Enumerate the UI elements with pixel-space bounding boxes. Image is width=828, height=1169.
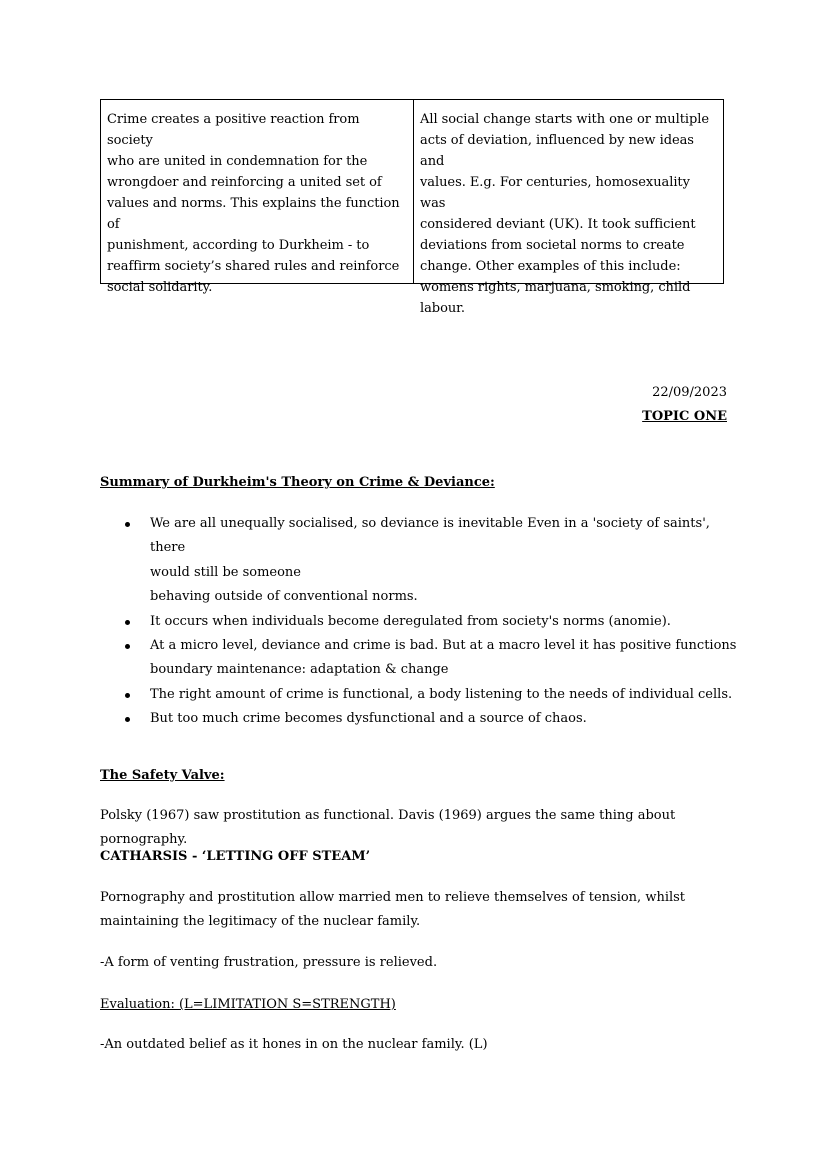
list-item (100, 610, 740, 634)
cell-line: acts of deviation, influenced by new ideas and (420, 133, 694, 169)
cell-line: labour. (420, 301, 465, 316)
list-item (100, 512, 740, 610)
pornography-paragraph (100, 886, 740, 934)
cell-line: change. Other examples of this include: (420, 259, 681, 274)
bullet-icon (125, 717, 130, 722)
safety-valve-heading: The Safety Valve: (100, 768, 225, 783)
bullet-line: would still be someone (150, 564, 301, 580)
cell-line: social solidarity. (107, 280, 213, 295)
bullet-line: The right amount of crime is functional, a body listening to the needs of individual cells. (150, 686, 733, 702)
cell-line: deviations from societal norms to create (420, 238, 685, 253)
cell-line: reaffirm society’s shared rules and reinforce (107, 259, 400, 274)
cell-line: All social change starts with one or multiple (420, 112, 710, 127)
table-cell-social-change (414, 100, 723, 316)
cell-line: values and norms. This explains the function of (107, 196, 400, 232)
bullet-line: We are all unequally socialised, so deviance is inevitable Even in a 'society of saints', there (150, 516, 710, 556)
comparison-table (100, 99, 724, 316)
cell-line: womens rights, marjuana, smoking, child (420, 280, 691, 295)
evaluation-heading: Evaluation: (L=LIMITATION S=STRENGTH) (100, 997, 396, 1012)
topic-heading: TOPIC ONE (642, 409, 727, 424)
list-item (100, 707, 740, 731)
bullet-icon (125, 620, 130, 625)
paragraph-line: maintaining the legitimacy of the nuclear family. (100, 914, 421, 929)
bullet-icon (125, 522, 130, 527)
venting-paragraph: -A form of venting frustration, pressure is relieved. (100, 955, 438, 970)
cell-line: who are united in condemnation for the (107, 154, 368, 169)
bullet-line: But too much crime becomes dysfunctional and a source of chaos. (150, 711, 587, 727)
cell-line: considered deviant (UK). It took sufficient (420, 217, 696, 232)
summary-heading: Summary of Durkheim's Theory on Crime & Deviance: (100, 475, 495, 490)
date-label: 22/09/2023 (652, 385, 727, 400)
catharsis-heading: CATHARSIS - ‘LETTING OFF STEAM’ (100, 849, 371, 864)
summary-bullet-list (100, 512, 740, 732)
list-item (100, 634, 740, 683)
bullet-line: boundary maintenance: adaptation & change (150, 662, 449, 678)
table-cell-positive-reaction (101, 100, 414, 295)
polsky-paragraph: Polsky (1967) saw prostitution as functional. Davis (1969) argues the same thing about pornography. (100, 808, 676, 847)
cell-line: wrongdoer and reinforcing a united set of (107, 175, 382, 190)
cell-line: Crime creates a positive reaction from society (107, 112, 360, 148)
bullet-line: It occurs when individuals become deregulated from society's norms (anomie). (150, 613, 671, 629)
bullet-line: At a micro level, deviance and crime is bad. But at a macro level it has positive functions (150, 638, 737, 654)
outdated-paragraph: -An outdated belief as it hones in on the nuclear family. (L) (100, 1037, 488, 1052)
list-item (100, 683, 740, 707)
cell-line: values. E.g. For centuries, homosexuality was (420, 175, 690, 211)
paragraph-line: Pornography and prostitution allow married men to relieve themselves of tension, whilst (100, 890, 686, 905)
bullet-line: behaving outside of conventional norms. (150, 589, 418, 605)
bullet-icon (125, 693, 130, 698)
bullet-icon (125, 644, 130, 649)
cell-line: punishment, according to Durkheim - to (107, 238, 370, 253)
